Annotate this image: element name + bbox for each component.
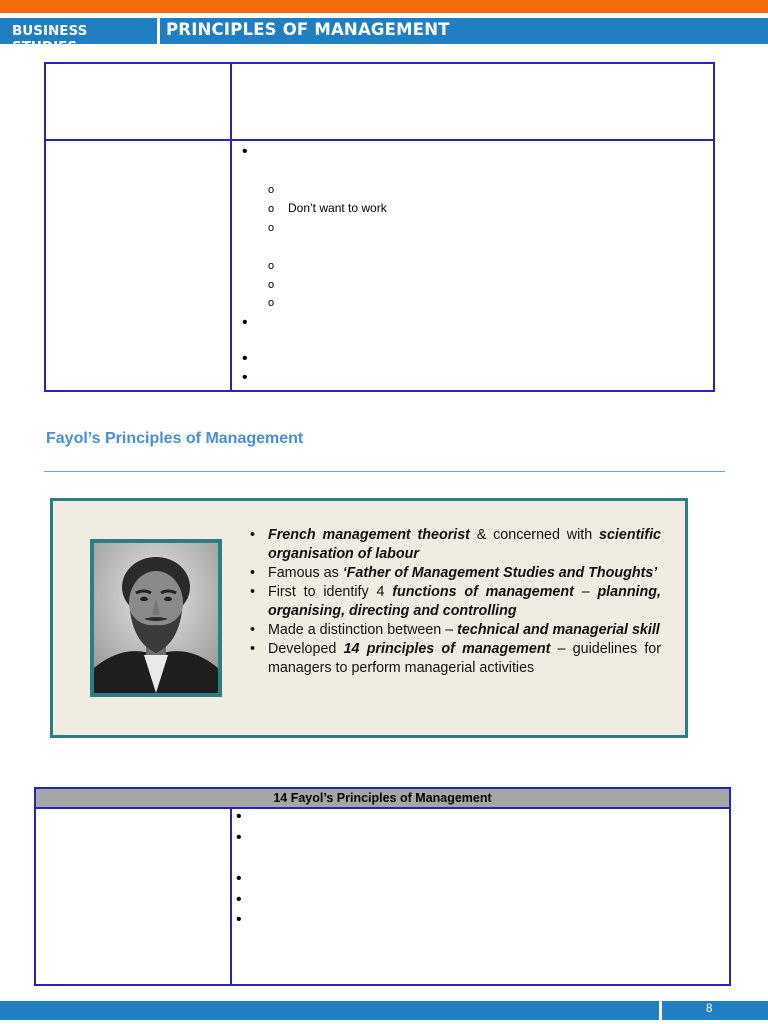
bullet-point (236, 893, 242, 907)
fact-text: – (573, 584, 598, 600)
fact-text: Famous as (268, 565, 343, 581)
header-accent-bar (0, 0, 768, 13)
bullet-point (242, 145, 248, 159)
fact-item (250, 640, 661, 678)
chapter-banner (160, 18, 768, 44)
footer-page-box (662, 1001, 768, 1020)
bullet-point (236, 913, 242, 927)
principles-table (34, 807, 731, 986)
sub-bullet: o (268, 184, 275, 196)
fayol-summary-card (50, 498, 688, 738)
sub-bullet: o (268, 297, 275, 309)
fact-text: Made a distinction between – (268, 622, 458, 638)
page-number: 8 (706, 1003, 713, 1015)
fact-text: – guidelines for managers to perform managerial activities (268, 641, 661, 676)
fact-text: First to identify 4 (268, 584, 393, 600)
sub-bullet: o Don’t want to work (268, 201, 387, 215)
subject-label: BUSINESS STUDIES (12, 23, 88, 55)
fact-emphasis: French management theorist (268, 527, 470, 543)
fact-item (250, 526, 661, 564)
portrait-illustration (94, 543, 218, 693)
sub-bullet: o (268, 260, 275, 272)
fact-item (250, 583, 661, 621)
fact-text: & concerned with (469, 527, 600, 543)
fact-emphasis: 14 principles of management (343, 641, 551, 657)
chapter-title: PRINCIPLES OF MANAGEMENT (166, 20, 450, 39)
sub-bullet: o (268, 222, 275, 234)
fact-emphasis: technical and managerial skill (457, 622, 660, 638)
fayol-portrait-image (90, 539, 222, 697)
bullet-point (242, 371, 248, 385)
fact-emphasis: planning, organising, directing and controlling (268, 584, 661, 619)
bullet-point (242, 352, 248, 366)
section-title: Fayol’s Principles of Management (46, 430, 304, 447)
fact-emphasis: functions of management (392, 584, 574, 600)
table-column-divider (230, 62, 232, 392)
fact-item (250, 621, 661, 640)
fayol-facts-list (250, 526, 661, 678)
table-column-divider (230, 809, 232, 986)
bullet-point (236, 810, 242, 824)
fact-emphasis: ‘Father of Management Studies and Thoughts’ (342, 565, 658, 581)
fact-item (250, 564, 661, 583)
table-row-divider (44, 139, 715, 141)
fact-emphasis: scientific organisation of labour (268, 527, 661, 562)
section-divider (44, 471, 725, 472)
bullet-point (236, 831, 242, 845)
bullet-point (236, 872, 242, 886)
fact-text: Developed (268, 641, 344, 657)
sub-bullet: o (268, 279, 275, 291)
footer-bar (0, 1001, 659, 1020)
bullet-point (242, 316, 248, 330)
principles-table-heading: 14 Fayol’s Principles of Management (34, 787, 731, 809)
theory-table (44, 62, 715, 392)
subject-banner (0, 18, 157, 55)
sub-bullet-text: Don’t want to work (288, 201, 387, 215)
